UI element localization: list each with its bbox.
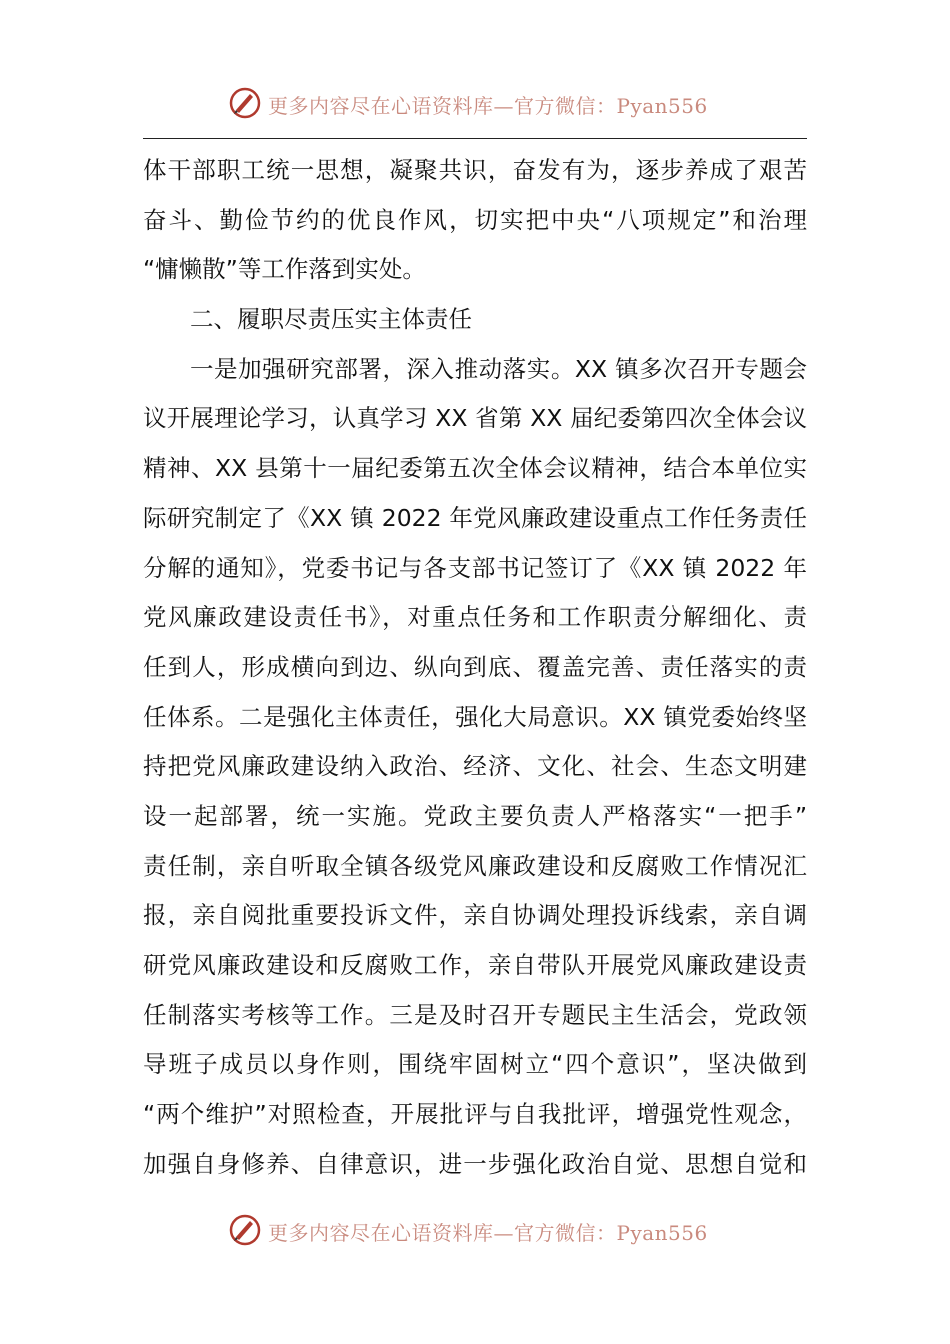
text-line: 责任制，亲自听取全镇各级党风廉政建设和反腐败工作情况汇 [143,851,807,880]
logo-icon [228,1213,262,1247]
watermark-text [268,1217,708,1246]
watermark-wechat-label: 官方微信： [514,94,617,118]
text-line: 加强自身修养、自律意识，进一步强化政治自觉、思想自觉和 [143,1149,807,1178]
text-line: 精神、XX 县第十一届纪委第五次全体会议精神，结合本单位实 [143,454,807,483]
header-rule [143,138,807,139]
text-line: 党风廉政建设责任书》，对重点任务和工作职责分解细化、责 [143,603,807,632]
section-heading: 二、履职尽责压实主体责任 [190,305,472,334]
text-line: 任体系。二是强化主体责任，强化大局意识。XX 镇党委始终坚 [143,702,807,731]
watermark-wechat-id: Pyan556 [616,94,708,118]
watermark-wechat-id: Pyan556 [616,1221,708,1245]
watermark-banner-top [0,84,950,124]
text-line: 际研究制定了《XX 镇 2022 年党风廉政建设重点工作任务责任 [143,503,807,532]
watermark-banner-bottom [0,1211,950,1251]
text-line: 任到人，形成横向到边、纵向到底、覆盖完善、责任落实的责 [143,652,807,681]
watermark-slogan: 更多内容尽在心语资料库— [268,94,514,118]
watermark-wechat-label: 官方微信： [514,1221,617,1245]
text-line: “慵懒散”等工作落到实处。 [143,255,426,284]
document-body [143,146,807,1189]
text-line: 议开展理论学习，认真学习 XX 省第 XX 届纪委第四次全体会议 [143,404,807,433]
text-line: 持把党风廉政建设纳入政治、经济、文化、社会、生态文明建 [143,752,807,781]
watermark-text [268,90,708,119]
text-line: 任制落实考核等工作。三是及时召开专题民主生活会，党政领 [143,1000,807,1029]
text-line: “两个维护”对照检查，开展批评与自我批评，增强党性观念， [143,1100,807,1129]
watermark-slogan: 更多内容尽在心语资料库— [268,1221,514,1245]
text-line: 导班子成员以身作则，围绕牢固树立“四个意识”，坚决做到 [143,1050,807,1079]
logo-icon [228,86,262,120]
text-line: 奋斗、勤俭节约的优良作风，切实把中央“八项规定”和治理 [143,205,807,234]
text-line: 分解的通知》，党委书记与各支部书记签订了《XX 镇 2022 年 [143,553,807,582]
text-line: 报，亲自阅批重要投诉文件，亲自协调处理投诉线索，亲自调 [143,901,807,930]
text-line: 设一起部署，统一实施。党政主要负责人严格落实“一把手” [143,801,807,830]
text-line: 研党风廉政建设和反腐败工作，亲自带队开展党风廉政建设责 [143,951,807,979]
text-line: 体干部职工统一思想，凝聚共识，奋发有为，逐步养成了艰苦 [143,156,807,184]
text-line: 一是加强研究部署，深入推动落实。XX 镇多次召开专题会 [190,354,807,383]
